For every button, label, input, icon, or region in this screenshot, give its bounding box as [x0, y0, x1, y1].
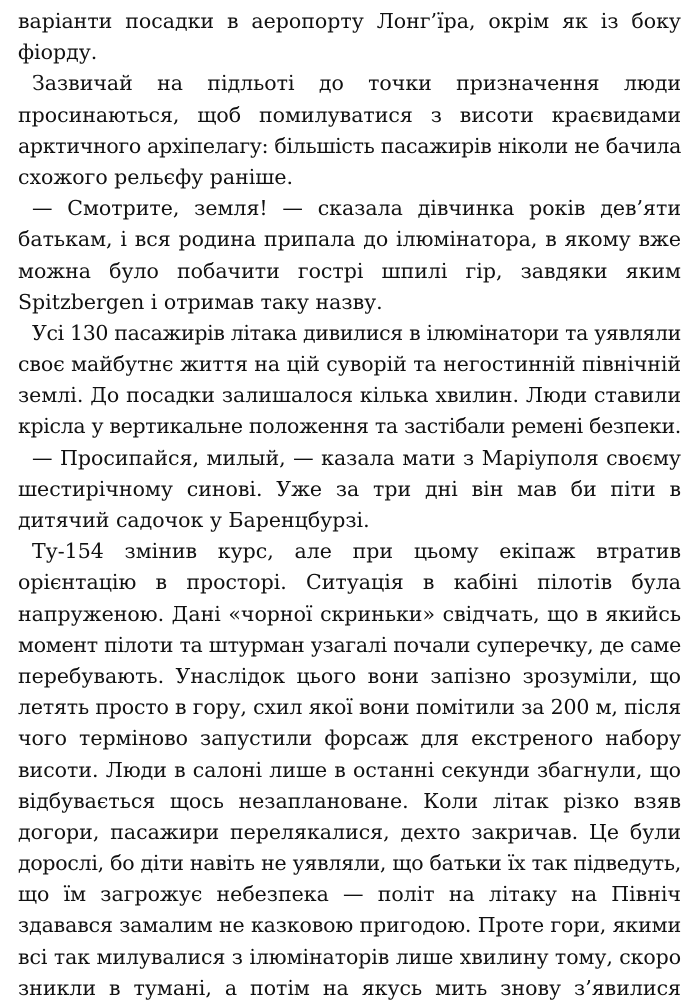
- text-line: чого терміново запустили форсаж для екстреного набору: [18, 726, 681, 751]
- text-line: варіанти посадки в аеропорту Лонг’їра, окрім як із боку: [18, 9, 681, 33]
- text-line: схожого рельєфу раніше.: [18, 164, 293, 189]
- text-line: висоти. Люди в салоні лише в останні секунди збагнули, що: [18, 757, 681, 782]
- text-line: Ту-154 змінив курс, але при цьому екіпаж втратив: [32, 539, 681, 564]
- text-line: дитячий садочок у Баренцбурзі.: [18, 508, 370, 532]
- text-line: — Смотрите, земля! — сказала дівчинка років дев’яти: [32, 196, 681, 221]
- text-line: просинаються, щоб помилуватися з висоти краєвидами: [18, 102, 681, 127]
- text-line: Зазвичай на підльоті до точки призначення люди: [32, 71, 681, 96]
- text-line: дорослі, бо діти навіть не уявляли, що батьки їх так підведуть,: [18, 851, 681, 876]
- text-line: здавався замалим не казковою пригодою. Проте гори, якими: [18, 913, 681, 938]
- text-line: що їм загрожує небезпека — політ на літаку на Північ: [18, 882, 681, 907]
- text-line: можна було побачити гострі шпилі гір, завдяки яким: [18, 258, 681, 283]
- text-line: напруженою. Дані «чорної скриньки» свідчать, що в якийсь: [18, 601, 681, 626]
- text-line: всі так милувалися з ілюмінаторів лише хвилину тому, скоро: [18, 944, 681, 969]
- text-line: відбувається щось незаплановане. Коли літак різко взяв: [18, 788, 681, 813]
- text-line: зникли в тумані, а потім на якусь мить знову з’явилися: [18, 975, 681, 1000]
- text-line: своє майбутнє життя на цій суворій та негостинній північній: [18, 352, 681, 377]
- text-line: батькам, і вся родина припала до ілюмінатора, в якому вже: [18, 227, 681, 252]
- text-line: догори, пасажири перелякалися, дехто закричав. Це були: [18, 819, 681, 844]
- text-line: крісла у вертикальне положення та застібали ремені безпеки.: [18, 414, 681, 439]
- text-line: шестирічному синові. Уже за три дні він мав би піти в: [18, 476, 681, 501]
- book-page-text: [18, 6, 681, 1004]
- text-line: Усі 130 пасажирів літака дивилися в ілюмінатори та уявляли: [32, 320, 681, 345]
- text-line: — Просипайся, милый, — казала мати з Маріуполя своєму: [32, 445, 681, 470]
- text-line: фіорду.: [18, 40, 98, 65]
- text-line: землі. До посадки залишалося кілька хвилин. Люди ставили: [18, 383, 681, 408]
- text-line: арктичного архіпелагу: більшість пасажирів ніколи не бачила: [18, 133, 681, 158]
- text-line: перебувають. Унаслідок цього вони запізно зрозуміли, що: [18, 663, 681, 688]
- text-line: летять просто в гору, схил якої вони помітили за 200 м, після: [18, 695, 681, 720]
- text-line: орієнтацію в просторі. Ситуація в кабіні пілотів була: [18, 570, 681, 595]
- text-line: Spitzbergen і отримав таку назву.: [18, 289, 383, 314]
- text-line: момент пілоти та штурман узагалі почали суперечку, де саме: [18, 632, 681, 657]
